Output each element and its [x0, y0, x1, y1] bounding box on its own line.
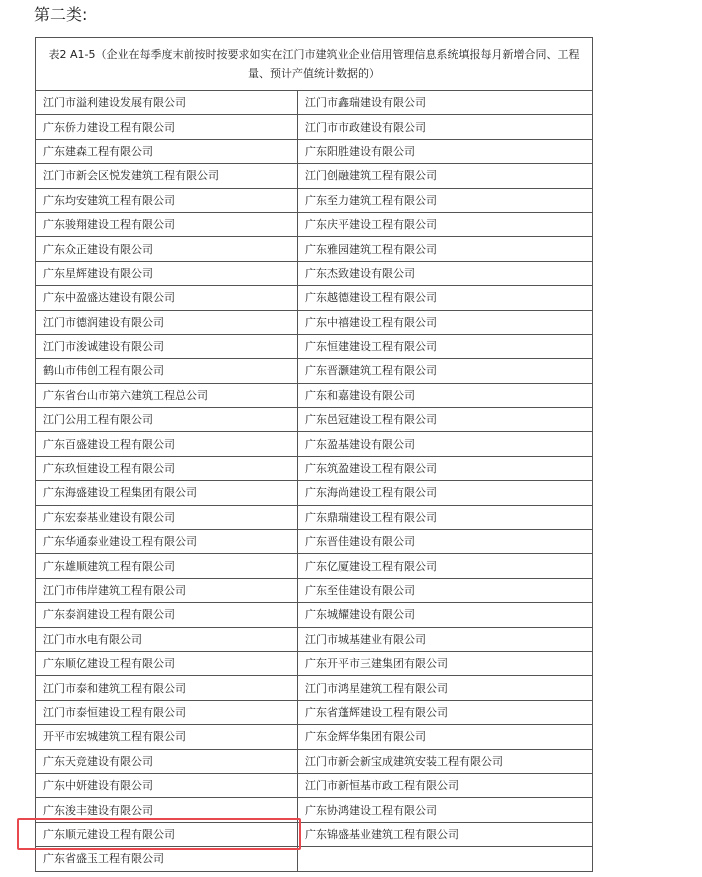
company-name-left: 广东侨力建设工程有限公司: [36, 115, 298, 139]
company-name-right: 广东越德建设工程有限公司: [298, 286, 593, 310]
company-name-right: 广东晋灏建筑工程有限公司: [298, 359, 593, 383]
table-row: [36, 578, 593, 602]
company-name-left: 鹤山市伟创工程有限公司: [36, 359, 298, 383]
table-row: [36, 261, 593, 285]
company-name-right: 广东城耀建设有限公司: [298, 603, 593, 627]
table-caption-row: [36, 38, 593, 91]
company-name-left: 广东宏泰基业建设有限公司: [36, 505, 298, 529]
table-row: [36, 554, 593, 578]
company-name-left: 广东中妍建设有限公司: [36, 773, 298, 797]
company-name-right: 江门市新会新宝成建筑安装工程有限公司: [298, 749, 593, 773]
company-name-left: 江门市水电有限公司: [36, 627, 298, 651]
table-row: [36, 749, 593, 773]
company-name-right: 广东省蓬辉建设工程有限公司: [298, 700, 593, 724]
company-name-left: 广东省盛玉工程有限公司: [36, 847, 298, 871]
company-name-left: 广东均安建筑工程有限公司: [36, 188, 298, 212]
table-caption: 表2 A1-5（企业在每季度末前按时按要求如实在江门市建筑业企业信用管理信息系统填报每月新增合同、工程量、预计产值统计数据的）: [36, 38, 593, 91]
table-row: [36, 700, 593, 724]
company-name-right: 江门创融建筑工程有限公司: [298, 164, 593, 188]
table-row: [36, 310, 593, 334]
company-name-right: 广东至力建筑工程有限公司: [298, 188, 593, 212]
table-row: [36, 847, 593, 871]
company-name-left: 广东星辉建设有限公司: [36, 261, 298, 285]
company-name-left: 江门市新会区悦发建筑工程有限公司: [36, 164, 298, 188]
company-name-right: 广东雅园建筑工程有限公司: [298, 237, 593, 261]
company-name-left: 广东众正建设有限公司: [36, 237, 298, 261]
table-row: [36, 676, 593, 700]
table-row: [36, 481, 593, 505]
company-name-left: 开平市宏城建筑工程有限公司: [36, 725, 298, 749]
table-row: [36, 237, 593, 261]
table-row: [36, 773, 593, 797]
company-name-right: 广东恒建建设工程有限公司: [298, 334, 593, 358]
company-name-left: 广东中盈盛达建设有限公司: [36, 286, 298, 310]
company-name-right: 广东邑冠建设工程有限公司: [298, 408, 593, 432]
company-name-right: 广东杰致建设有限公司: [298, 261, 593, 285]
table-row: [36, 139, 593, 163]
company-name-right: 广东晋佳建设有限公司: [298, 530, 593, 554]
company-name-left: 广东泰润建设工程有限公司: [36, 603, 298, 627]
table-row: [36, 456, 593, 480]
company-name-left: 江门市浚诚建设有限公司: [36, 334, 298, 358]
company-name-right: 广东中禧建设工程有限公司: [298, 310, 593, 334]
company-name-left: 江门市德润建设有限公司: [36, 310, 298, 334]
company-name-left: 广东华通泰业建设工程有限公司: [36, 530, 298, 554]
company-name-left: 广东海盛建设工程集团有限公司: [36, 481, 298, 505]
company-name-right: 广东阳胜建设有限公司: [298, 139, 593, 163]
company-name-right: 广东锦盛基业建筑工程有限公司: [298, 822, 593, 846]
table-row: [36, 334, 593, 358]
table-row: [36, 822, 593, 846]
table-row: [36, 359, 593, 383]
company-name-left: 广东浚丰建设有限公司: [36, 798, 298, 822]
company-name-right: 广东盈基建设有限公司: [298, 432, 593, 456]
table-row: [36, 383, 593, 407]
table-row: [36, 530, 593, 554]
company-name-right: 广东海尚建设工程有限公司: [298, 481, 593, 505]
table-row: [36, 164, 593, 188]
table-row: [36, 432, 593, 456]
table-row: [36, 505, 593, 529]
table-row: [36, 212, 593, 236]
company-name-left: 广东百盛建设工程有限公司: [36, 432, 298, 456]
company-name-left: 广东顺亿建设工程有限公司: [36, 651, 298, 675]
company-name-left: 广东顺元建设工程有限公司: [36, 822, 298, 846]
company-name-right: 广东鼎瑞建设工程有限公司: [298, 505, 593, 529]
company-name-left: 江门市泰恒建设工程有限公司: [36, 700, 298, 724]
table-row: [36, 408, 593, 432]
table-row: [36, 798, 593, 822]
company-name-left: 广东省台山市第六建筑工程总公司: [36, 383, 298, 407]
table-row: [36, 188, 593, 212]
company-name-left: 广东骏翔建设工程有限公司: [36, 212, 298, 236]
company-name-left: 广东雄顺建筑工程有限公司: [36, 554, 298, 578]
company-name-left: 江门市泰和建筑工程有限公司: [36, 676, 298, 700]
company-table: [35, 37, 593, 872]
table-row: [36, 603, 593, 627]
company-name-right: 广东至佳建设有限公司: [298, 578, 593, 602]
company-name-right: 广东亿厦建设工程有限公司: [298, 554, 593, 578]
table-row: [36, 286, 593, 310]
table-row: [36, 651, 593, 675]
table-row: [36, 725, 593, 749]
company-name-right: 广东和嘉建设有限公司: [298, 383, 593, 407]
company-name-left: 广东玖恒建设工程有限公司: [36, 456, 298, 480]
company-name-right: [298, 847, 593, 871]
company-name-right: 广东协鸿建设工程有限公司: [298, 798, 593, 822]
company-name-right: 江门市市政建设有限公司: [298, 115, 593, 139]
company-name-right: 江门市城基建业有限公司: [298, 627, 593, 651]
company-name-left: 江门市伟岸建筑工程有限公司: [36, 578, 298, 602]
company-name-right: 广东庆平建设工程有限公司: [298, 212, 593, 236]
company-name-left: 广东天竞建设有限公司: [36, 749, 298, 773]
company-name-right: 广东金辉华集团有限公司: [298, 725, 593, 749]
company-name-left: 广东建森工程有限公司: [36, 139, 298, 163]
company-name-right: 广东筑盈建设工程有限公司: [298, 456, 593, 480]
company-name-left: 江门市溢利建设发展有限公司: [36, 91, 298, 115]
company-name-right: 广东开平市三建集团有限公司: [298, 651, 593, 675]
company-name-right: 江门市新恒基市政工程有限公司: [298, 773, 593, 797]
table-row: [36, 627, 593, 651]
section-heading: 第二类:: [34, 5, 88, 24]
table-row: [36, 115, 593, 139]
table-row: [36, 91, 593, 115]
company-name-right: 江门市鑫瑞建设有限公司: [298, 91, 593, 115]
company-name-left: 江门公用工程有限公司: [36, 408, 298, 432]
company-name-right: 江门市鸿星建筑工程有限公司: [298, 676, 593, 700]
